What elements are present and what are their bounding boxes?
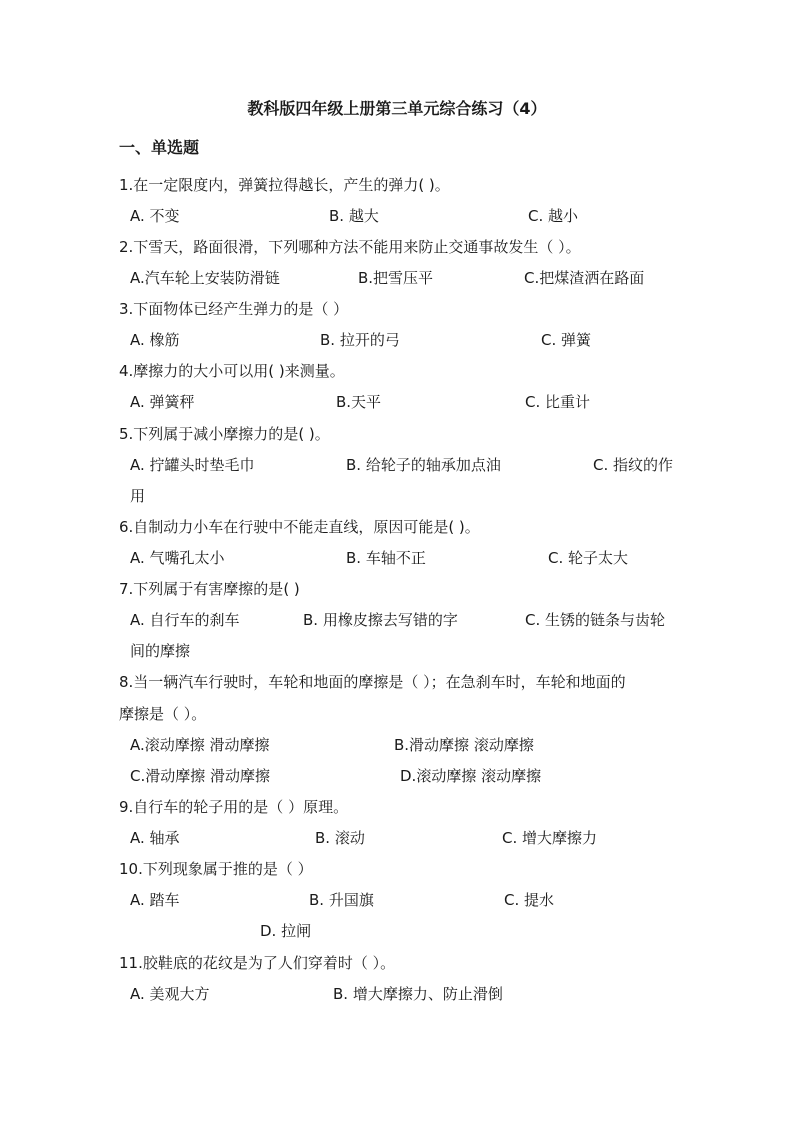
question-1-option-c: C. 越小 <box>528 207 579 225</box>
question-11-stem: 11.胶鞋底的花纹是为了人们穿着时（ ）。 <box>119 954 396 972</box>
question-3-option-a: A. 橡筋 <box>130 331 180 349</box>
question-2-stem: 2.下雪天，路面很滑，下列哪种方法不能用来防止交通事故发生（ ）。 <box>119 238 581 256</box>
question-7-option-c: C. 生锈的链条与齿轮 <box>525 611 666 629</box>
question-2-option-b: B.把雪压平 <box>358 269 434 287</box>
question-9-option-a: A. 轴承 <box>130 829 180 847</box>
question-8-option-a: A.滚动摩擦 滑动摩擦 <box>130 736 270 754</box>
question-3-option-c: C. 弹簧 <box>541 331 592 349</box>
question-5-stem: 5.下列属于减小摩擦力的是( )。 <box>119 425 330 443</box>
question-5-option-a: A. 拧罐头时垫毛巾 <box>130 456 255 474</box>
question-10-option-d: D. 拉闸 <box>260 922 312 940</box>
question-7-option-b: B. 用橡皮擦去写错的字 <box>303 611 458 629</box>
question-4-option-a: A. 弹簧秤 <box>130 393 195 411</box>
question-3-stem: 3.下面物体已经产生弹力的是（ ） <box>119 300 349 318</box>
question-6-stem: 6.自制动力小车在行驶中不能走直线，原因可能是( )。 <box>119 518 480 536</box>
question-10-option-b: B. 升国旗 <box>309 891 374 909</box>
question-8-option-c: C.滑动摩擦 滑动摩擦 <box>130 767 271 785</box>
question-2-option-a: A.汽车轮上安装防滑链 <box>130 269 280 287</box>
question-8-option-b: B.滑动摩擦 滚动摩擦 <box>394 736 534 754</box>
question-6-option-c: C. 轮子太大 <box>548 549 629 567</box>
question-4-option-c: C. 比重计 <box>525 393 591 411</box>
question-10-option-c: C. 提水 <box>504 891 555 909</box>
section-heading: 一、单选题 <box>119 138 200 157</box>
question-1-stem: 1.在一定限度内，弹簧拉得越长，产生的弹力( )。 <box>119 176 450 194</box>
question-9-option-c: C. 增大摩擦力 <box>502 829 598 847</box>
question-11-option-a: A. 美观大方 <box>130 985 210 1003</box>
question-8-stem: 8.当一辆汽车行驶时，车轮和地面的摩擦是（ ）；在急刹车时，车轮和地面的 <box>119 673 626 691</box>
question-8-stem-continued: 摩擦是（ ）。 <box>119 705 207 723</box>
question-4-option-b: B.天平 <box>336 393 382 411</box>
question-11-option-b: B. 增大摩擦力、防止滑倒 <box>333 985 503 1003</box>
page-title: 教科版四年级上册第三单元综合练习（4） <box>247 99 547 118</box>
question-9-stem: 9.自行车的轮子用的是（ ）原理。 <box>119 798 349 816</box>
question-1-option-a: A. 不变 <box>130 207 180 225</box>
question-10-option-a: A. 踏车 <box>130 891 180 909</box>
question-7-option-c-continued: 间的摩擦 <box>130 642 191 660</box>
question-4-stem: 4.摩擦力的大小可以用( )来测量。 <box>119 362 345 380</box>
question-8-option-d: D.滚动摩擦 滚动摩擦 <box>400 767 542 785</box>
question-9-option-b: B. 滚动 <box>315 829 365 847</box>
question-6-option-a: A. 气嘴孔太小 <box>130 549 225 567</box>
question-10-stem: 10.下列现象属于推的是（ ） <box>119 860 313 878</box>
question-7-stem: 7.下列属于有害摩擦的是( ) <box>119 580 300 598</box>
question-1-option-b: B. 越大 <box>329 207 379 225</box>
question-6-option-b: B. 车轴不正 <box>346 549 426 567</box>
question-2-option-c: C.把煤渣洒在路面 <box>524 269 645 287</box>
question-7-option-a: A. 自行车的刹车 <box>130 611 240 629</box>
question-5-option-b: B. 给轮子的轴承加点油 <box>346 456 501 474</box>
question-5-option-c-continued: 用 <box>130 487 146 505</box>
question-3-option-b: B. 拉开的弓 <box>320 331 400 349</box>
question-5-option-c: C. 指纹的作 <box>593 456 674 474</box>
